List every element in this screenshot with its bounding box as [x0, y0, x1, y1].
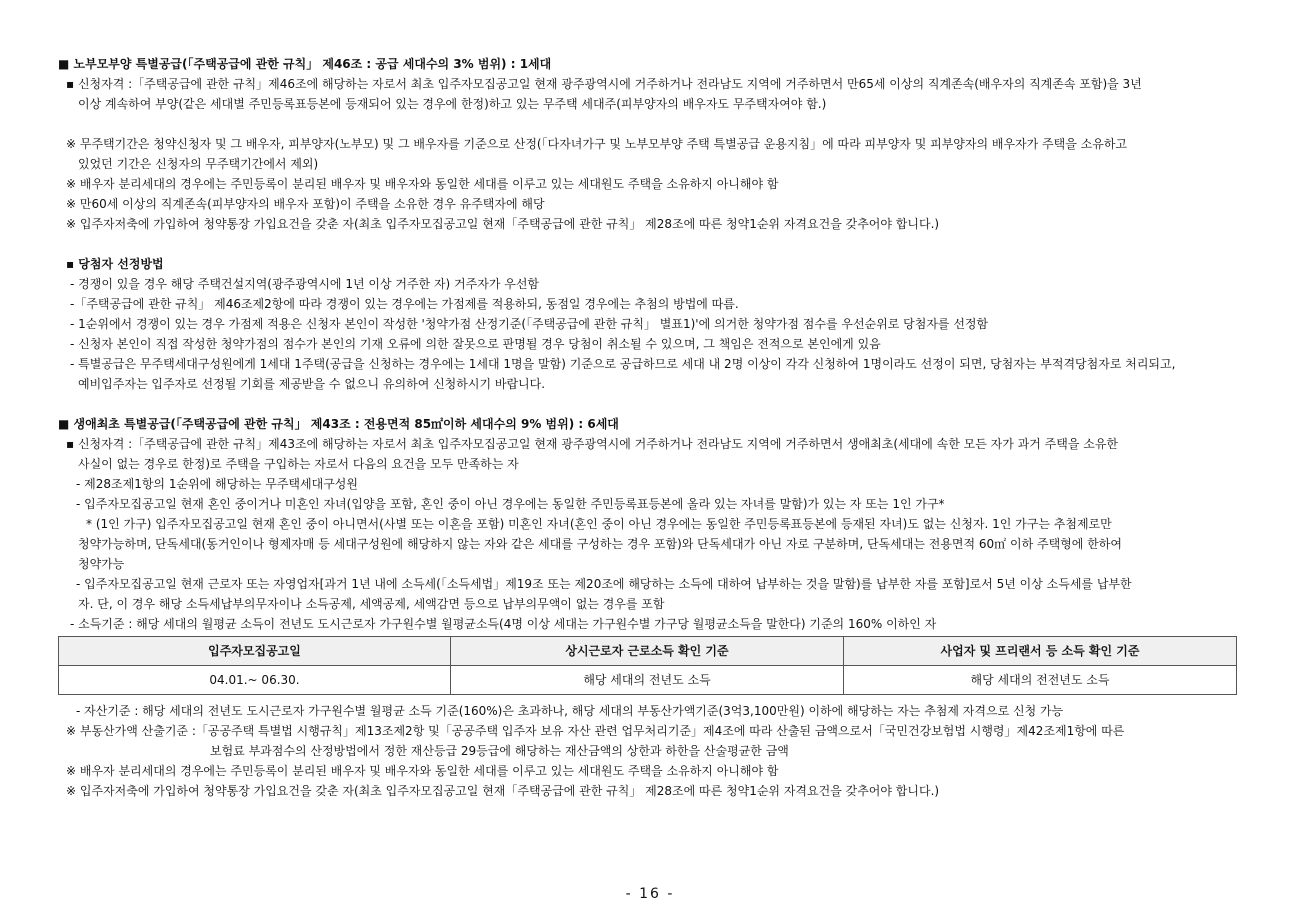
note-line: ※ 부동산가액 산출기준 :「공공주택 특별법 시행규칙」제13조제2항 및「공공주택 입주자 보유 자산 관련 업무처리기준」제4조에 따라 산출된 금액으로서「국민건강보험법 시행령」제42조제1항에 따른: [66, 724, 1125, 738]
asset-criteria-line: - 자산기준 : 해당 세대의 전년도 도시근로자 가구원수별 월평균 소득 기준(160%)은 초과하나, 해당 세대의 부동산가액기준(3억3,100만원) 이하에 해당하는 자는 추첨제 자격으로 신청 가능: [76, 704, 1064, 718]
table-cell: 04.01.~ 06.30.: [59, 666, 451, 695]
winner-rule-line: - 특별공급은 무주택세대구성원에게 1세대 1주택(공급을 신청하는 경우에는 1세대 1명을 말함) 기준으로 공급하므로 세대 내 2명 이상이 각각 신청하여 1명이라도 선정이 되면, 당첨자는 부적격당첨자로 처리되고,: [70, 357, 1176, 371]
eligibility-line: ▪ 신청자격 :「주택공급에 관한 규칙」제43조에 해당하는 자로서 최초 입주자모집공고일 현재 광주광역시에 거주하거나 전라남도 지역에 거주하면서 생애최초(세대에 속한 모든 자가 과거 주택을 소유한: [66, 437, 1119, 451]
winner-rule-line: 예비입주자는 입주자로 선정될 기회를 제공받을 수 없으니 유의하여 신청하시기 바랍니다.: [78, 377, 546, 391]
winner-rule-line: - 1순위에서 경쟁이 있는 경우 가점제 적용은 신청자 본인이 작성한 '청약가점 산정기준(「주택공급에 관한 규칙」 별표1)'에 의거한 청약가점 점수를 우선순위로 당첨자를 선정함: [70, 317, 989, 331]
requirement-line: - 입주자모집공고일 현재 근로자 또는 자영업자[과거 1년 내에 소득세(「소득세법」제19조 또는 제20조에 해당하는 소득에 대하여 납부하는 것을 말함)를 납부한 자를 포함]로서 5년 이상 소득세를 납부한: [76, 577, 1132, 591]
spacer: [58, 234, 1248, 254]
table-header-cell: 상시근로자 근로소득 확인 기준: [451, 637, 844, 666]
table-cell: 해당 세대의 전전년도 소득: [844, 666, 1237, 695]
note-line: ※ 입주자저축에 가입하여 청약통장 가입요건을 갖춘 자(최초 입주자모집공고일 현재「주택공급에 관한 규칙」 제28조에 따른 청약1순위 자격요건을 갖추어야 합니다.): [66, 784, 940, 798]
winner-rule-line: - 경쟁이 있을 경우 해당 주택건설지역(광주광역시에 1년 이상 거주한 자) 거주자가 우선함: [70, 277, 540, 291]
page-content: [58, 54, 1248, 801]
single-household-note: * (1인 가구) 입주자모집공고일 현재 혼인 중이 아니면서(사별 또는 이혼을 포함) 미혼인 자녀(혼인 중이 아닌 경우에는 동일한 주민등록표등본에 등재된 자녀)도 없는 신청자. 1인 가구는 추첨제로만: [86, 517, 1112, 531]
winner-selection-title: ▪ 당첨자 선정방법: [66, 257, 164, 271]
note-line: ※ 배우자 분리세대의 경우에는 주민등록이 분리된 배우자 및 배우자와 동일한 세대를 이루고 있는 세대원도 주택을 소유하지 아니해야 함: [66, 177, 779, 191]
winner-rule-line: -「주택공급에 관한 규칙」 제46조제2항에 따라 경쟁이 있는 경우에는 가점제를 적용하되, 동점일 경우에는 추첨의 방법에 따름.: [70, 297, 739, 311]
note-line: ※ 배우자 분리세대의 경우에는 주민등록이 분리된 배우자 및 배우자와 동일한 세대를 이루고 있는 세대원도 주택을 소유하지 아니해야 함: [66, 764, 779, 778]
eligibility-line: 이상 계속하여 부양(같은 세대별 주민등록표등본에 등재되어 있는 경우에 한정)하고 있는 무주택 세대주(피부양자의 배우자도 무주택자여야 함.): [78, 97, 827, 111]
spacer: [58, 114, 1248, 134]
note-line: 보험료 부과점수의 산정방법에서 정한 재산등급 29등급에 해당하는 재산금액의 상한과 하한을 산술평균한 금액: [210, 744, 789, 758]
eligibility-line: ▪ 신청자격 :「주택공급에 관한 규칙」제46조에 해당하는 자로서 최초 입주자모집공고일 현재 광주광역시에 거주하거나 전라남도 지역에 거주하면서 만65세 이상의 직계존속(배우자의 직계존속 포함)을 3년: [66, 77, 1142, 91]
winner-rule-line: - 신청자 본인이 직접 작성한 청약가점의 점수가 본인의 기재 오류에 의한 잘못으로 판명될 경우 당첨이 취소될 수 있으며, 그 책임은 전적으로 본인에게 있음: [70, 337, 881, 351]
requirement-line: - 입주자모집공고일 현재 혼인 중이거나 미혼인 자녀(입양을 포함, 혼인 중이 아닌 경우에는 동일한 주민등록표등본에 올라 있는 자녀를 말함)가 있는 자 또는 1인 가구*: [76, 497, 945, 511]
single-household-note: 청약가능: [78, 557, 125, 571]
income-criteria-line: - 소득기준 : 해당 세대의 월평균 소득이 전년도 도시근로자 가구원수별 월평균소득(4명 이상 세대는 가구원수별 가구당 월평균소득을 말한다) 기준의 160% 이하인 자: [70, 617, 937, 631]
requirement-line: 자. 단, 이 경우 해당 소득세납부의무자이나 소득공제, 세액공제, 세액감면 등으로 납부의무액이 없는 경우를 포함: [78, 597, 665, 611]
eligibility-line: 사실이 없는 경우로 한정)로 주택을 구입하는 자로서 다음의 요건을 모두 만족하는 자: [78, 457, 519, 471]
note-line: ※ 입주자저축에 가입하여 청약통장 가입요건을 갖춘 자(최초 입주자모집공고일 현재「주택공급에 관한 규칙」 제28조에 따른 청약1순위 자격요건을 갖추어야 합니다.): [66, 217, 940, 231]
table-cell: 해당 세대의 전년도 소득: [451, 666, 844, 695]
table-header-cell: 사업자 및 프리랜서 등 소득 확인 기준: [844, 637, 1237, 666]
single-household-note: 청약가능하며, 단독세대(동거인이나 형제자매 등 세대구성원에 해당하지 않는 자와 같은 세대를 구성하는 경우 포함)와 단독세대가 아닌 자로 구분하며, 단독세대는 전용면적 60㎡ 이하 주택형에 한하여: [78, 537, 1122, 551]
section-title-first-time-buyer: ■ 생애최초 특별공급(「주택공급에 관한 규칙」 제43조 : 전용면적 85㎡이하 세대수의 9% 범위) : 6세대: [58, 417, 619, 431]
table-header-cell: 입주자모집공고일: [59, 637, 451, 666]
table-row: [59, 666, 1237, 695]
section-title-elderly-support: ■ 노부모부양 특별공급(「주택공급에 관한 규칙」 제46조 : 공급 세대수의 3% 범위) : 1세대: [58, 57, 552, 71]
note-line: ※ 만60세 이상의 직계존속(피부양자의 배우자 포함)이 주택을 소유한 경우 유주택자에 해당: [66, 197, 545, 211]
table-header-row: [59, 637, 1237, 666]
income-check-table: [58, 636, 1237, 695]
requirement-line: - 제28조제1항의 1순위에 해당하는 무주택세대구성원: [76, 477, 358, 491]
note-line: 있었던 기간은 신청자의 무주택기간에서 제외): [78, 157, 319, 171]
note-line: ※ 무주택기간은 청약신청자 및 그 배우자, 피부양자(노부모) 및 그 배우자를 기준으로 산정(「다자녀가구 및 노부모부양 주택 특별공급 운용지침」에 따라 피부양자 및 피부양자의 배우자가 주택을 소유하고: [66, 137, 1128, 151]
page-number: - 16 -: [625, 886, 675, 902]
spacer: [58, 394, 1248, 414]
